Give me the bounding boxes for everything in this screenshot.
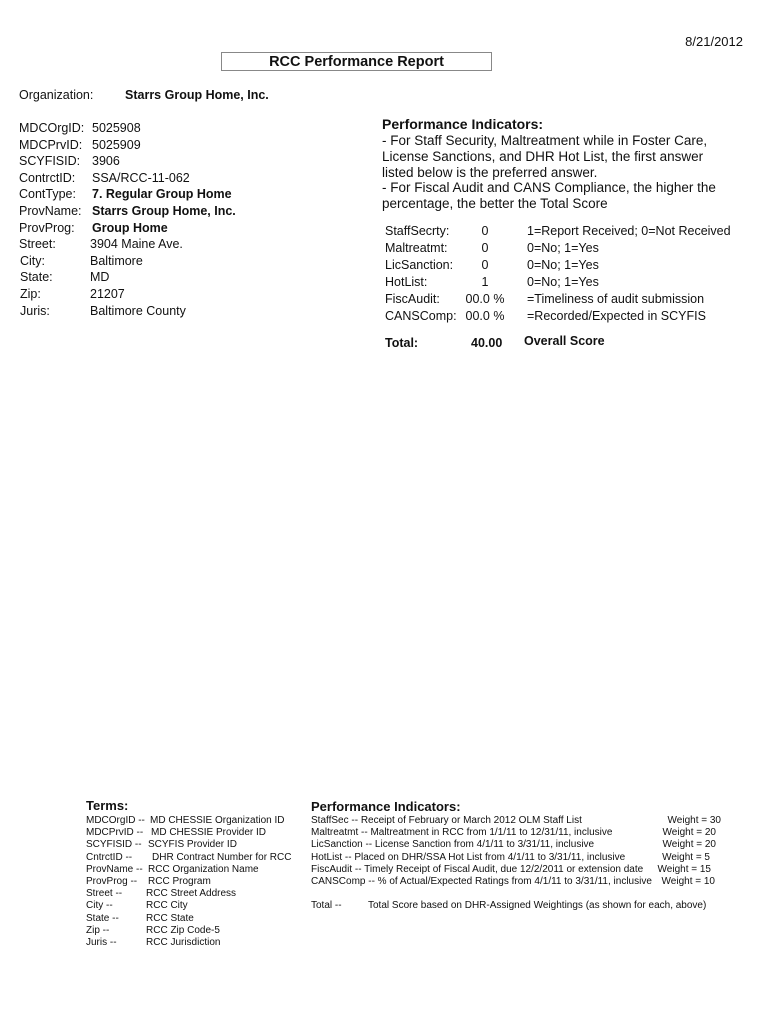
detail-value: Group Home	[92, 220, 168, 235]
definition-text: LicSanction -- License Sanction from 4/1/11 to 3/31/11, inclusive	[311, 839, 595, 851]
definition-total-text: Total Score based on DHR-Assigned Weightings (as shown for each, above)	[368, 900, 707, 912]
term-key: ProvName --	[86, 863, 143, 875]
term-key: MDCPrvID --	[86, 827, 144, 839]
term-value: RCC State	[146, 912, 194, 924]
indicator-name: CANSComp:	[385, 309, 457, 323]
term-value: RCC Organization Name	[148, 863, 259, 875]
terms-heading: Terms:	[86, 798, 129, 813]
detail-value: 5025908	[92, 121, 141, 135]
detail-key: ContType:	[19, 187, 76, 202]
organization-label: Organization:	[19, 88, 94, 102]
indicator-value: 0	[481, 241, 489, 255]
term-key: Zip --	[86, 924, 110, 936]
detail-key: SCYFISID:	[19, 154, 81, 169]
detail-key: State:	[20, 270, 53, 285]
term-value: MD CHESSIE Provider ID	[151, 827, 267, 839]
definition-row	[311, 827, 721, 839]
detail-key: ProvName:	[19, 203, 82, 218]
detail-value: 21207	[90, 286, 125, 301]
detail-key: MDCPrvID:	[19, 137, 83, 152]
indicator-value: 0	[481, 258, 489, 272]
indicator-name: StaffSecrty:	[385, 224, 450, 238]
definition-text: HotList -- Placed on DHR/SSA Hot List from 4/1/11 to 3/31/11, inclusive	[311, 851, 626, 863]
detail-value: 7. Regular Group Home	[92, 187, 232, 202]
indicator-desc: 1=Report Received; 0=Not Received	[527, 224, 731, 238]
total-label: Total:	[385, 336, 419, 350]
definition-total-key: Total --	[311, 900, 342, 912]
definition-weight: Weight = 5	[662, 851, 710, 863]
definition-text: CANSComp -- % of Actual/Expected Ratings from 4/1/11 to 3/31/11, inclusive	[311, 875, 652, 887]
indicator-name: LicSanction:	[385, 258, 454, 272]
report-date: 8/21/2012	[685, 34, 743, 49]
detail-key: Juris:	[20, 303, 50, 318]
indicator-desc: 0=No; 1=Yes	[527, 275, 599, 289]
definition-weight: Weight = 15	[657, 863, 711, 875]
term-key: MDCOrgID --	[86, 815, 145, 826]
definition-text: Maltreatmt -- Maltreatment in RCC from 1/1/11 to 12/31/11, inclusive	[311, 827, 613, 839]
indicator-definitions-heading: Performance Indicators:	[311, 799, 461, 814]
indicator-definitions	[311, 815, 721, 912]
definition-row	[311, 876, 721, 888]
definition-weight: Weight = 30	[667, 815, 721, 826]
term-key: SCYFISID --	[86, 839, 142, 851]
term-value: MD CHESSIE Organization ID	[150, 815, 285, 826]
term-key: ProvProg --	[86, 875, 138, 887]
term-key: Street --	[86, 888, 123, 900]
detail-value: Baltimore County	[90, 303, 186, 318]
term-value: RCC Zip Code-5	[146, 924, 220, 936]
term-key: City --	[86, 900, 113, 912]
detail-key: ContrctID:	[19, 170, 76, 185]
term-value: SCYFIS Provider ID	[148, 839, 237, 851]
detail-value: Baltimore	[90, 253, 143, 268]
indicator-desc: =Timeliness of audit submission	[527, 292, 705, 306]
term-value: RCC Jurisdiction	[146, 936, 221, 948]
definition-text: FiscAudit -- Timely Receipt of Fiscal Audit, due 12/2/2011 or extension date	[311, 863, 644, 875]
detail-key: MDCOrgID:	[19, 121, 85, 135]
definition-row	[311, 839, 721, 851]
indicator-desc: =Recorded/Expected in SCYFIS	[527, 309, 706, 323]
definition-weight: Weight = 10	[661, 875, 715, 887]
detail-key: Street:	[19, 237, 56, 252]
detail-key: City:	[20, 253, 45, 268]
definition-text: StaffSec -- Receipt of February or March 2012 OLM Staff List	[311, 815, 582, 826]
indicator-value: 00.0 %	[465, 292, 505, 306]
performance-notes	[382, 133, 732, 212]
overall-score-label: Overall Score	[524, 334, 605, 348]
definition-row	[311, 864, 721, 876]
definition-weight: Weight = 20	[662, 827, 716, 839]
term-key: State --	[86, 912, 119, 924]
term-value: RCC City	[146, 900, 188, 912]
term-key: CntrctID --	[86, 851, 133, 863]
indicator-desc: 0=No; 1=Yes	[527, 258, 599, 272]
detail-key: ProvProg:	[19, 220, 75, 235]
total-value: 40.00	[471, 336, 503, 350]
indicator-value: 00.0 %	[465, 309, 505, 323]
definition-row	[311, 815, 721, 827]
performance-note: - For Fiscal Audit and CANS Compliance, the higher the percentage, the better the Total Score	[382, 180, 716, 212]
term-value: DHR Contract Number for RCC	[152, 851, 292, 863]
indicator-value: 1	[481, 275, 489, 289]
detail-value: MD	[90, 270, 110, 285]
term-value: RCC Program	[148, 875, 211, 887]
indicator-name: FiscAudit:	[385, 292, 440, 306]
definition-row	[311, 852, 721, 864]
indicator-value: 0	[481, 224, 489, 238]
report-title: RCC Performance Report	[221, 52, 492, 71]
indicator-name: Maltreatmt:	[385, 241, 448, 255]
indicator-name: HotList:	[385, 275, 428, 289]
term-key: Juris --	[86, 936, 117, 948]
organization-value: Starrs Group Home, Inc.	[125, 88, 269, 102]
indicator-desc: 0=No; 1=Yes	[527, 241, 599, 255]
detail-value: 5025909	[92, 137, 141, 152]
term-value: RCC Street Address	[146, 888, 237, 900]
definition-weight: Weight = 20	[662, 839, 716, 851]
performance-indicators-heading: Performance Indicators:	[382, 116, 544, 132]
detail-value: SSA/RCC-11-062	[92, 170, 190, 185]
detail-key: Zip:	[20, 286, 41, 301]
detail-value: 3904 Maine Ave.	[90, 237, 183, 252]
definition-total-row	[311, 900, 721, 912]
performance-note: - For Staff Security, Maltreatment while in Foster Care, License Sanctions, and DHR Hot List, the first answer listed below is the preferred answer.	[382, 133, 708, 180]
detail-value: Starrs Group Home, Inc.	[92, 203, 236, 218]
detail-value: 3906	[92, 154, 120, 169]
